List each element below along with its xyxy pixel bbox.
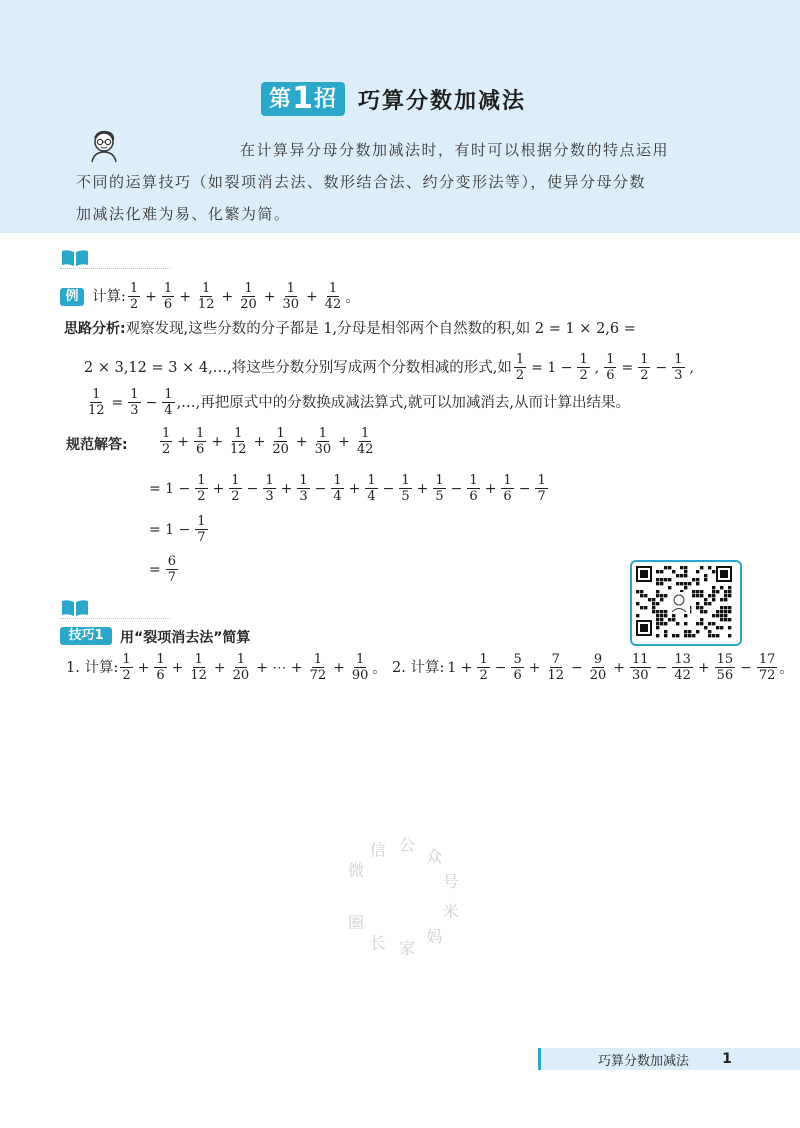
step2-lead: = 1 − <box>149 480 191 497</box>
footer-title: 巧算分数加减法 <box>598 1054 690 1069</box>
numerator: 1 <box>129 281 139 296</box>
watermark-char: 米 <box>442 901 459 921</box>
denominator: 6 <box>606 368 615 383</box>
denominator: 20 <box>272 442 289 457</box>
badge-prefix: 第 <box>269 87 293 112</box>
denominator: 5 <box>401 489 410 504</box>
fraction <box>229 473 241 504</box>
fraction <box>86 387 107 418</box>
solution-step-1 <box>158 426 377 457</box>
watermark-char: 家 <box>399 938 416 958</box>
fraction <box>195 473 207 504</box>
analysis-eq-3 <box>84 387 177 418</box>
section-divider <box>60 268 170 269</box>
question-2 <box>392 652 793 683</box>
operator: − <box>314 480 327 497</box>
analysis-line-3 <box>84 387 630 418</box>
fraction <box>238 281 259 312</box>
fraction <box>514 352 526 383</box>
denominator: 6 <box>513 668 522 683</box>
intro-line-3: 加减法化难为易、化繁为简。 <box>76 205 291 223</box>
denominator: 30 <box>632 668 649 683</box>
operator: − <box>450 480 463 497</box>
numerator: 9 <box>593 652 603 667</box>
q1-terms <box>118 652 372 683</box>
denominator: 20 <box>589 668 607 683</box>
watermark-char: 公 <box>399 835 416 855</box>
watermark-char: 圈 <box>348 913 365 932</box>
denominator: 72 <box>309 668 327 683</box>
numerator: 6 <box>167 554 177 569</box>
operator: + <box>697 659 710 676</box>
analysis-text-2: 2 × 3,12 = 3 × 4,…,将这些分数分别写成两个分数相减的形式,如 <box>84 359 512 376</box>
numerator: 1 <box>299 473 308 488</box>
step3-terms <box>193 514 209 545</box>
numerator: 1 <box>328 281 338 296</box>
denominator: 6 <box>156 668 165 683</box>
operator: − <box>382 480 395 497</box>
numerator: 7 <box>551 652 560 667</box>
step4-terms <box>164 554 180 585</box>
denominator: 42 <box>356 442 374 457</box>
fraction <box>433 473 445 504</box>
fraction <box>467 473 479 504</box>
fraction <box>630 652 651 683</box>
fraction <box>166 554 178 585</box>
denominator: 12 <box>230 442 247 457</box>
denominator: 3 <box>265 489 274 504</box>
q2-terms <box>475 652 779 683</box>
operator: + <box>416 480 429 497</box>
operator: + <box>348 480 361 497</box>
operator: − <box>145 394 158 411</box>
analysis-eq-1 <box>512 352 592 383</box>
numerator: 1 <box>236 652 246 667</box>
section-divider <box>60 618 170 619</box>
fraction <box>365 473 377 504</box>
denominator: 12 <box>547 668 565 683</box>
numerator: 1 <box>286 281 295 296</box>
operator: + <box>613 659 626 676</box>
fraction <box>128 387 140 418</box>
q1-end-mark: 。 <box>372 660 387 677</box>
fraction <box>501 473 513 504</box>
fraction <box>545 652 566 683</box>
intro-line-1: 在计算异分母分数加减法时，有时可以根据分数的特点运用 <box>240 141 670 159</box>
denominator: 30 <box>282 297 300 312</box>
denominator: 2 <box>122 668 131 683</box>
denominator: 2 <box>579 368 588 383</box>
operator: + <box>145 288 157 305</box>
qr-code[interactable] <box>630 560 742 646</box>
step3-lead: = 1 − <box>149 521 191 538</box>
fraction <box>154 652 166 683</box>
numerator: 1 <box>367 473 376 488</box>
numerator: 1 <box>640 352 649 367</box>
denominator: 4 <box>367 489 376 504</box>
badge-number: 1 <box>292 81 314 116</box>
operator: + <box>280 480 293 497</box>
fraction <box>323 281 344 312</box>
denominator: 2 <box>197 489 206 504</box>
denominator: 2 <box>129 297 139 312</box>
q2-end-mark: 。 <box>779 660 794 677</box>
operator: = <box>111 394 124 411</box>
fraction <box>535 473 547 504</box>
book-icon <box>60 598 90 618</box>
fraction <box>297 473 309 504</box>
numerator: 1 <box>537 473 546 488</box>
step2-terms <box>193 473 549 504</box>
fraction <box>188 652 209 683</box>
numerator: 1 <box>194 652 203 667</box>
fraction <box>511 652 523 683</box>
fraction <box>263 473 275 504</box>
operator: + <box>221 288 234 305</box>
numerator: 1 <box>515 352 525 367</box>
numerator: 1 <box>156 652 165 667</box>
numerator: 1 <box>265 473 274 488</box>
fraction <box>194 426 206 457</box>
fraction <box>672 652 693 683</box>
numerator: 1 <box>606 352 615 367</box>
fraction <box>280 281 301 312</box>
numerator: 1 <box>234 426 243 441</box>
numerator: 1 <box>674 352 683 367</box>
watermark-char: 号 <box>442 872 459 892</box>
operator: + <box>179 288 191 305</box>
numerator: 1 <box>276 426 285 441</box>
badge-suffix: 招 <box>313 87 337 112</box>
chapter-title: 巧算分数加减法 <box>358 89 527 114</box>
operator: + <box>333 659 345 676</box>
fraction <box>350 652 371 683</box>
numerator: 1 <box>318 426 327 441</box>
fraction <box>604 352 616 383</box>
numerator: 5 <box>513 652 522 667</box>
operator: − <box>655 359 668 376</box>
fraction <box>331 473 343 504</box>
book-icon <box>60 248 90 268</box>
operator: + <box>213 659 226 676</box>
fraction <box>270 426 291 457</box>
operator: − <box>571 659 583 676</box>
numerator: 1 <box>479 652 488 667</box>
solution-step-2 <box>146 473 550 504</box>
denominator: 2 <box>515 368 525 383</box>
operator: − <box>246 480 259 497</box>
denominator: 12 <box>197 297 215 312</box>
numerator: 1 <box>333 473 342 488</box>
denominator: 12 <box>190 668 207 683</box>
fraction <box>128 281 140 312</box>
q2-lead: 1 + <box>447 659 473 676</box>
operator: − <box>655 659 668 676</box>
operator: = <box>621 359 634 376</box>
denominator: 3 <box>130 403 139 418</box>
denominator: 12 <box>88 403 105 418</box>
analysis-eq-2 <box>602 352 686 383</box>
header-band <box>0 0 800 233</box>
solution-step-3 <box>146 514 210 545</box>
page-number: 1 <box>722 1051 732 1067</box>
numerator: 1 <box>313 652 322 667</box>
skill-tag: 技巧1 <box>60 627 112 645</box>
numerator: 1 <box>435 473 444 488</box>
author-avatar-icon <box>84 128 124 168</box>
fraction <box>715 652 736 683</box>
example-tag: 例 <box>60 288 84 306</box>
denominator: 2 <box>231 489 240 504</box>
denominator: 2 <box>162 442 171 457</box>
operator: − <box>740 659 752 676</box>
analysis-line-1 <box>64 318 636 340</box>
operator: + <box>253 433 266 450</box>
numerator: 1 <box>469 473 478 488</box>
operator: = 1 − <box>531 359 573 376</box>
denominator: 6 <box>503 489 512 504</box>
watermark-char: 长 <box>369 933 386 953</box>
skill-title: 用“裂项消去法”简算 <box>120 630 251 646</box>
numerator: 1 <box>196 426 205 441</box>
operator: + <box>484 480 497 497</box>
denominator: 7 <box>167 570 177 585</box>
analysis-text-3: ,…,再把原式中的分数换成减法算式,就可以加减消去,从而计算出结果。 <box>176 394 631 411</box>
watermark-char: 妈 <box>426 926 443 946</box>
fraction <box>477 652 489 683</box>
example-terms <box>126 281 345 312</box>
numerator: 13 <box>674 652 691 667</box>
operator: + <box>295 433 308 450</box>
denominator: 7 <box>197 530 206 545</box>
fraction <box>638 352 650 383</box>
numerator: 1 <box>231 473 240 488</box>
numerator: 1 <box>122 652 131 667</box>
numerator: 1 <box>401 473 410 488</box>
numerator: 1 <box>503 473 512 488</box>
fraction <box>577 352 589 383</box>
denominator: 6 <box>163 297 173 312</box>
comma: , <box>594 359 600 376</box>
watermark-stamp <box>336 826 466 966</box>
fraction <box>355 426 376 457</box>
numerator: 1 <box>197 514 206 529</box>
operator: + <box>306 288 318 305</box>
fraction <box>231 652 252 683</box>
operator: + <box>338 433 350 450</box>
denominator: 3 <box>674 368 683 383</box>
fraction <box>162 281 174 312</box>
comma: , <box>689 359 694 376</box>
fraction <box>196 281 217 312</box>
denominator: 5 <box>435 489 444 504</box>
fraction <box>195 514 207 545</box>
chapter-badge <box>261 82 345 116</box>
numerator: 1 <box>202 281 211 296</box>
fraction <box>757 652 778 683</box>
step4-lead: = <box>149 561 161 578</box>
example-prompt: 计算: <box>92 288 126 305</box>
fraction <box>588 652 609 683</box>
denominator: 6 <box>469 489 478 504</box>
solution-step-4 <box>146 554 180 585</box>
analysis-label: 思路分析: <box>64 321 126 337</box>
footer-accent <box>538 1048 541 1070</box>
watermark-char: 信 <box>369 840 386 860</box>
numerator: 1 <box>197 473 206 488</box>
numerator: 1 <box>355 652 365 667</box>
denominator: 2 <box>479 668 488 683</box>
solution-label: 规范解答: <box>66 437 128 453</box>
fraction <box>308 652 329 683</box>
denominator: 56 <box>716 668 734 683</box>
denominator: 20 <box>232 668 250 683</box>
q1-label: 1. 计算: <box>66 659 119 676</box>
numerator: 11 <box>632 652 649 667</box>
denominator: 6 <box>196 442 205 457</box>
fraction <box>160 426 172 457</box>
numerator: 1 <box>92 387 101 402</box>
operator: + <box>211 433 224 450</box>
example-end-mark: 。 <box>345 289 360 306</box>
denominator: 3 <box>299 489 308 504</box>
watermark-char: 微 <box>348 861 365 880</box>
fraction <box>120 652 132 683</box>
denominator: 4 <box>333 489 342 504</box>
numerator: 1 <box>162 426 171 441</box>
fraction <box>162 387 174 418</box>
denominator: 4 <box>164 403 173 418</box>
q2-label: 2. 计算: <box>392 659 445 676</box>
denominator: 30 <box>314 442 332 457</box>
numerator: 1 <box>361 426 370 441</box>
denominator: 72 <box>758 668 776 683</box>
fraction <box>228 426 249 457</box>
watermark-char: 众 <box>426 847 443 867</box>
denominator: 7 <box>537 489 546 504</box>
denominator: 2 <box>640 368 649 383</box>
operator: + <box>212 480 225 497</box>
question-1 <box>66 652 386 683</box>
operator: + <box>528 659 541 676</box>
numerator: 1 <box>579 352 588 367</box>
operator: + <box>171 659 184 676</box>
numerator: 1 <box>163 281 173 296</box>
fraction <box>672 352 684 383</box>
fraction <box>399 473 411 504</box>
analysis-text-1: 观察发现,这些分数的分子都是 1,分母是相邻两个自然数的积,如 2 = 1 × 2,6 = <box>125 321 636 337</box>
numerator: 1 <box>130 387 139 402</box>
numerator: 1 <box>244 281 253 296</box>
numerator: 1 <box>164 387 173 402</box>
operator: + <box>137 659 150 676</box>
analysis-line-2 <box>84 352 697 383</box>
operator: + <box>177 433 190 450</box>
intro-line-2: 不同的运算技巧（如裂项消去法、数形结合法、约分变形法等），使异分母分数 <box>76 173 647 191</box>
denominator: 90 <box>351 668 369 683</box>
operator: + ⋯ + <box>256 659 303 676</box>
denominator: 42 <box>324 297 342 312</box>
fraction <box>313 426 334 457</box>
example-expression <box>92 281 359 312</box>
qr-code-icon <box>632 562 736 640</box>
operator: − <box>494 659 507 676</box>
denominator: 20 <box>240 297 257 312</box>
operator: + <box>263 288 276 305</box>
denominator: 42 <box>674 668 691 683</box>
numerator: 15 <box>716 652 734 667</box>
numerator: 17 <box>758 652 776 667</box>
operator: − <box>518 480 531 497</box>
